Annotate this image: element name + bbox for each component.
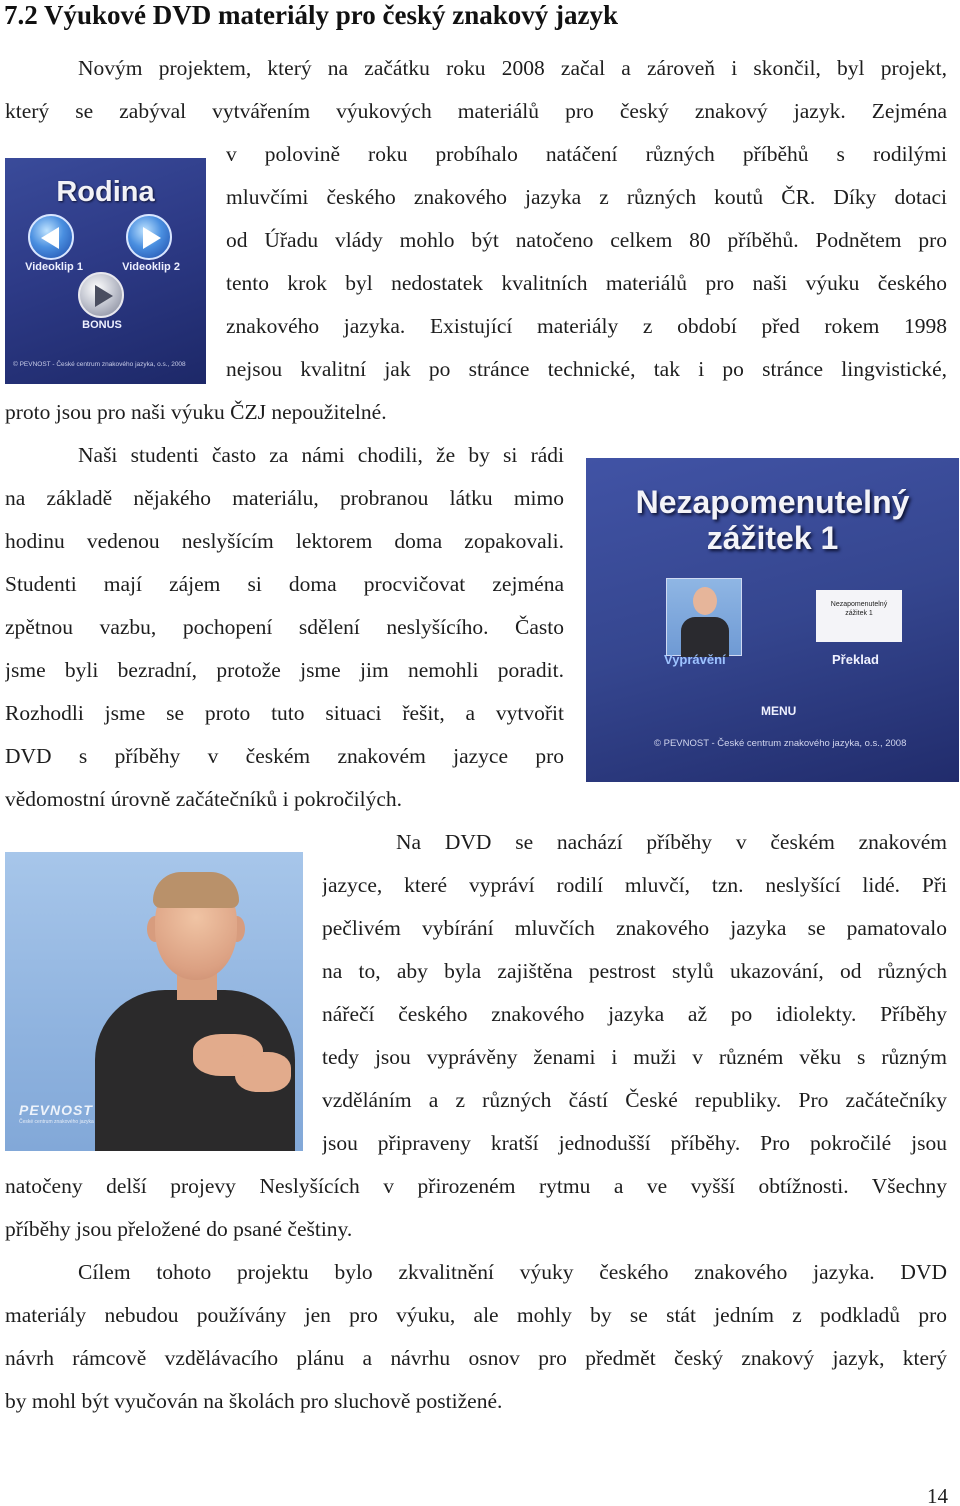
card-line-2: zážitek 1 [845,610,873,617]
text-line: zpětnou vazbu, pochopení sdělení neslyšícího. Často [5,615,564,639]
dvd-menu-zazitek-image [586,458,959,782]
text-line: vědomostní úrovně začátečníků i pokročilých. [5,787,403,811]
card-line-1: Nezapomenutelný [830,601,888,608]
text-line: natočeny delší projevy Neslyšících v přirozeném rytmu a ve vyšší obtížnosti. Všechny [5,1174,947,1198]
text-line: jazyce, které vypráví rodilí mluvčí, tzn. neslyšící lidé. Při [322,873,947,897]
text-line: v polovině roku probíhalo natáčení různých příběhů s rodilými [226,142,947,166]
menu-label: MENU [761,704,797,718]
text-line: proto jsou pro naši výuku ČZJ nepoužitelné. [5,400,387,424]
hand-shape [235,1052,291,1092]
text-line: který se zabýval vytvářením výukových materiálů pro český znakový jazyk. Zejména [5,99,947,123]
text-line: DVD s příběhy v českém znakovém jazyce pro [5,744,564,768]
dvd-title-line-2: zážitek 1 [706,520,839,556]
dvd-copyright: © PEVNOST - České centrum znakového jazyka, o.s., 2008 [654,738,907,749]
text-line: nejsou kvalitní jak po stránce technické, tak i po stránce lingvistické, [226,357,947,381]
text-line: tento krok byl nedostatek kvalitních materiálů pro naši výuku českého [226,271,947,295]
text-line: jsme byli bezradní, protože jsme jim nemohli poradit. [5,658,564,682]
text-line: hodinu vedenou neslyšícím lektorem doma zopakovali. [5,529,564,553]
previous-arrow-icon [28,214,74,260]
text-line: nářečí českého znakového jazyka až po idiolekty. Příběhy [322,1002,947,1026]
text-line: Rozhodli jsme se proto tuto situaci řešit, a vytvořit [5,701,564,725]
play-icon [78,272,124,318]
pevnost-sublogo: České centrum znakového jazyka [19,1119,94,1125]
text-line: návrh rámcově vzdělávacího plánu a návrhu osnov pro předmět český znakový jazyk, který [5,1346,947,1370]
text-line: jsou připraveny kratší jednodušší příběhy. Pro pokročilé jsou [322,1131,947,1155]
pevnost-logo: PEVNOST [19,1102,93,1118]
page-number: 14 [927,1484,948,1506]
text-line: mluvčími českého znakového jazyka z různých koutů ČR. Díky dotaci [226,185,947,209]
text-line: na to, aby byla zajištěna pestrost stylů ukazování, od různých [322,959,947,983]
text-line: vzděláním a z různých částí České republiky. Pro začátečníky [322,1088,947,1112]
dvd-title [586,484,959,556]
dvd-copyright: © PEVNOST - České centrum znakového jazyka, o.s., 2008 [13,361,186,368]
text-line: by mohl být vyučován na školách pro sluchově postižené. [5,1389,503,1413]
translation-thumbnail [816,590,902,642]
text-line: na základě nějakého materiálu, probranou látku mimo [5,486,564,510]
dvd-title: Rodina [56,176,155,208]
text-line: tedy jsou vyprávěny ženami i muži v různém věku s různým [322,1045,947,1069]
text-line: znakového jazyka. Existující materiály z období před rokem 1998 [226,314,947,338]
text-line: Na DVD se nachází příběhy v českém znakovém [396,830,947,854]
text-line: Naši studenti často za námi chodili, že by si rádi [78,443,564,467]
text-line: od Úřadu vlády mohlo být natočeno celkem 80 příběhů. Podnětem pro [226,228,947,252]
preklad-label: Překlad [832,652,879,667]
signer-photo [5,852,303,1151]
video-thumbnail [666,578,742,656]
text-line: pečlivém vybírání mluvčích znakového jazyka se pamatovalo [322,916,947,940]
dvd-title-line-1: Nezapomenutelný [635,484,910,520]
next-arrow-icon [126,214,172,260]
text-line: Novým projektem, který na začátku roku 2008 začal a zároveň i skončil, byl projekt, [78,56,947,80]
dvd-menu-rodina-image [5,158,206,384]
bonus-label: BONUS [82,319,122,331]
videoklip-2-label: Videoklip 2 [122,261,180,273]
text-line: Cílem tohoto projektu bylo zkvalitnění výuky českého znakového jazyka. DVD [78,1260,947,1284]
section-heading: 7.2 Výukové DVD materiály pro český znakový jazyk [4,0,618,30]
videoklip-1-label: Videoklip 1 [25,261,83,273]
text-line: příběhy jsou přeložené do psané češtiny. [5,1217,353,1241]
vypraveni-label: Vyprávění [664,652,726,667]
text-line: Studenti mají zájem si doma procvičovat zejména [5,572,564,596]
text-line: materiály nebudou používány jen pro výuku, ale mohly by se stát jedním z podkladů pro [5,1303,947,1327]
